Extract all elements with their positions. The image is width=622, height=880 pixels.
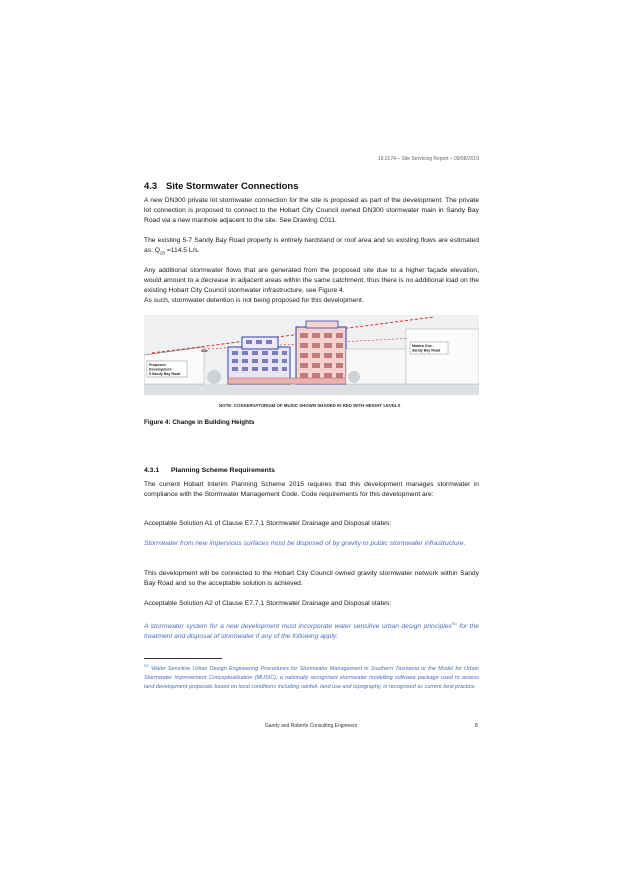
label-proposed-line-2: Development - — [149, 367, 174, 372]
flow-subscript: 20 — [159, 250, 165, 256]
footnote-divider — [144, 658, 222, 659]
paragraph-detention: As such, stormwater detention is not being proposed for this development. — [144, 297, 364, 304]
label-proposed-line-1: Proposed — [149, 363, 166, 367]
section-number: 4.3 — [144, 181, 158, 192]
figure-note: NOTE: CONSERVATORIUM OF MUSIC SHOWN SHADED IN RED WITH HEIGHT LEVELS — [219, 403, 401, 408]
label-site: Site — [201, 349, 208, 353]
document-reference: 19.0174 – Site Servicing Report – 09/08/2019 — [377, 156, 479, 162]
existing-flows-value: =114.5 L/s. — [165, 247, 200, 254]
quote-a1: Stormwater from new impervious surfaces must be disposed of by gravity to public stormwater infrastructure. — [144, 540, 466, 547]
subsection-title: Planning Scheme Requirements — [171, 467, 275, 474]
quote-a2-text-end: for the treatment and disposal of stormwater if any of the following apply: — [144, 623, 479, 641]
quote-a2-text: A stormwater system for a new development must incorporate water sensitive urban design principles — [144, 623, 452, 631]
elevation-drawing — [144, 315, 479, 395]
figure-caption: Figure 4: Change in Building Heights — [144, 419, 255, 426]
paragraph-a1-intro: Acceptable Solution A1 of Clause E7.7.1 Stormwater Drainage and Disposal states: — [144, 520, 392, 527]
building-heights-figure — [144, 315, 479, 395]
footnote — [144, 662, 479, 692]
label-mantra-line-2: Sandy Bay Road — [412, 348, 441, 353]
footnote-reference[interactable]: R1 — [451, 621, 457, 626]
paragraph-planning-scheme: The current Hobart Interim Planning Scheme 2015 requires that this development manages stormwater in compliance with the Stormwater Management Code. Code requirements for this development are: — [144, 481, 479, 498]
label-mantra-line-1: Mantra One - — [412, 344, 434, 348]
footnote-text: Water Sensitive Urban Design Engineering Procedures for Stormwater Management in Southern Tasmania or the Model for Urban Stormwater Improvement Conceptualisation (MUSIC), a nationally recognised stormwater modelling software package used to assess land development proposals based on local conditions including rainfall, land use and topography, is recognised as current best practice. — [144, 665, 479, 691]
footnote-marker: R1 — [144, 664, 149, 668]
footer-company: Gandy and Roberts Consulting Engineers — [264, 723, 358, 729]
paragraph-a1-response: This development will be connected to the Hobart City Council owned gravity stormwater network within Sandy Bay Road and so the acceptable solution is achieved. — [144, 570, 479, 587]
existing-flows-text: The existing 5-7 Sandy Bay Road property is entirely hardstand or roof area and so existing flows are estimated as: Q — [144, 237, 479, 254]
paragraph-additional-flows: Any additional stormwater flows that are generated from the proposed site due to a higher façade elevation, would amount to a decrease in adjacent areas within the same catchment, thus there is no additional load on the existing Hobart City Council stormwater infrastructure, see Figure 4. — [144, 267, 479, 294]
page-number: 8 — [475, 723, 478, 729]
section-title: Site Stormwater Connections — [166, 181, 299, 192]
paragraph-existing-flows — [144, 236, 479, 258]
subsection-number: 4.3.1 — [144, 467, 160, 474]
subsection-heading — [144, 467, 275, 474]
section-heading — [144, 181, 299, 192]
paragraph-connection: A new DN300 private lot stormwater connection for the site is proposed as part of the development. The private lot connection is proposed to connect to the Hobart City Council owned DN300 stormwater main in Sandy Bay Road via a new manhole adjacent to the site. See Drawing C011. — [144, 197, 479, 224]
paragraph-a2-intro: Acceptable Solution A2 of Clause E7.7.1 Stormwater Drainage and Disposal states: — [144, 600, 392, 607]
quote-a2 — [144, 619, 479, 642]
label-proposed-line-3: 5 Sandy Bay Road — [149, 372, 181, 376]
